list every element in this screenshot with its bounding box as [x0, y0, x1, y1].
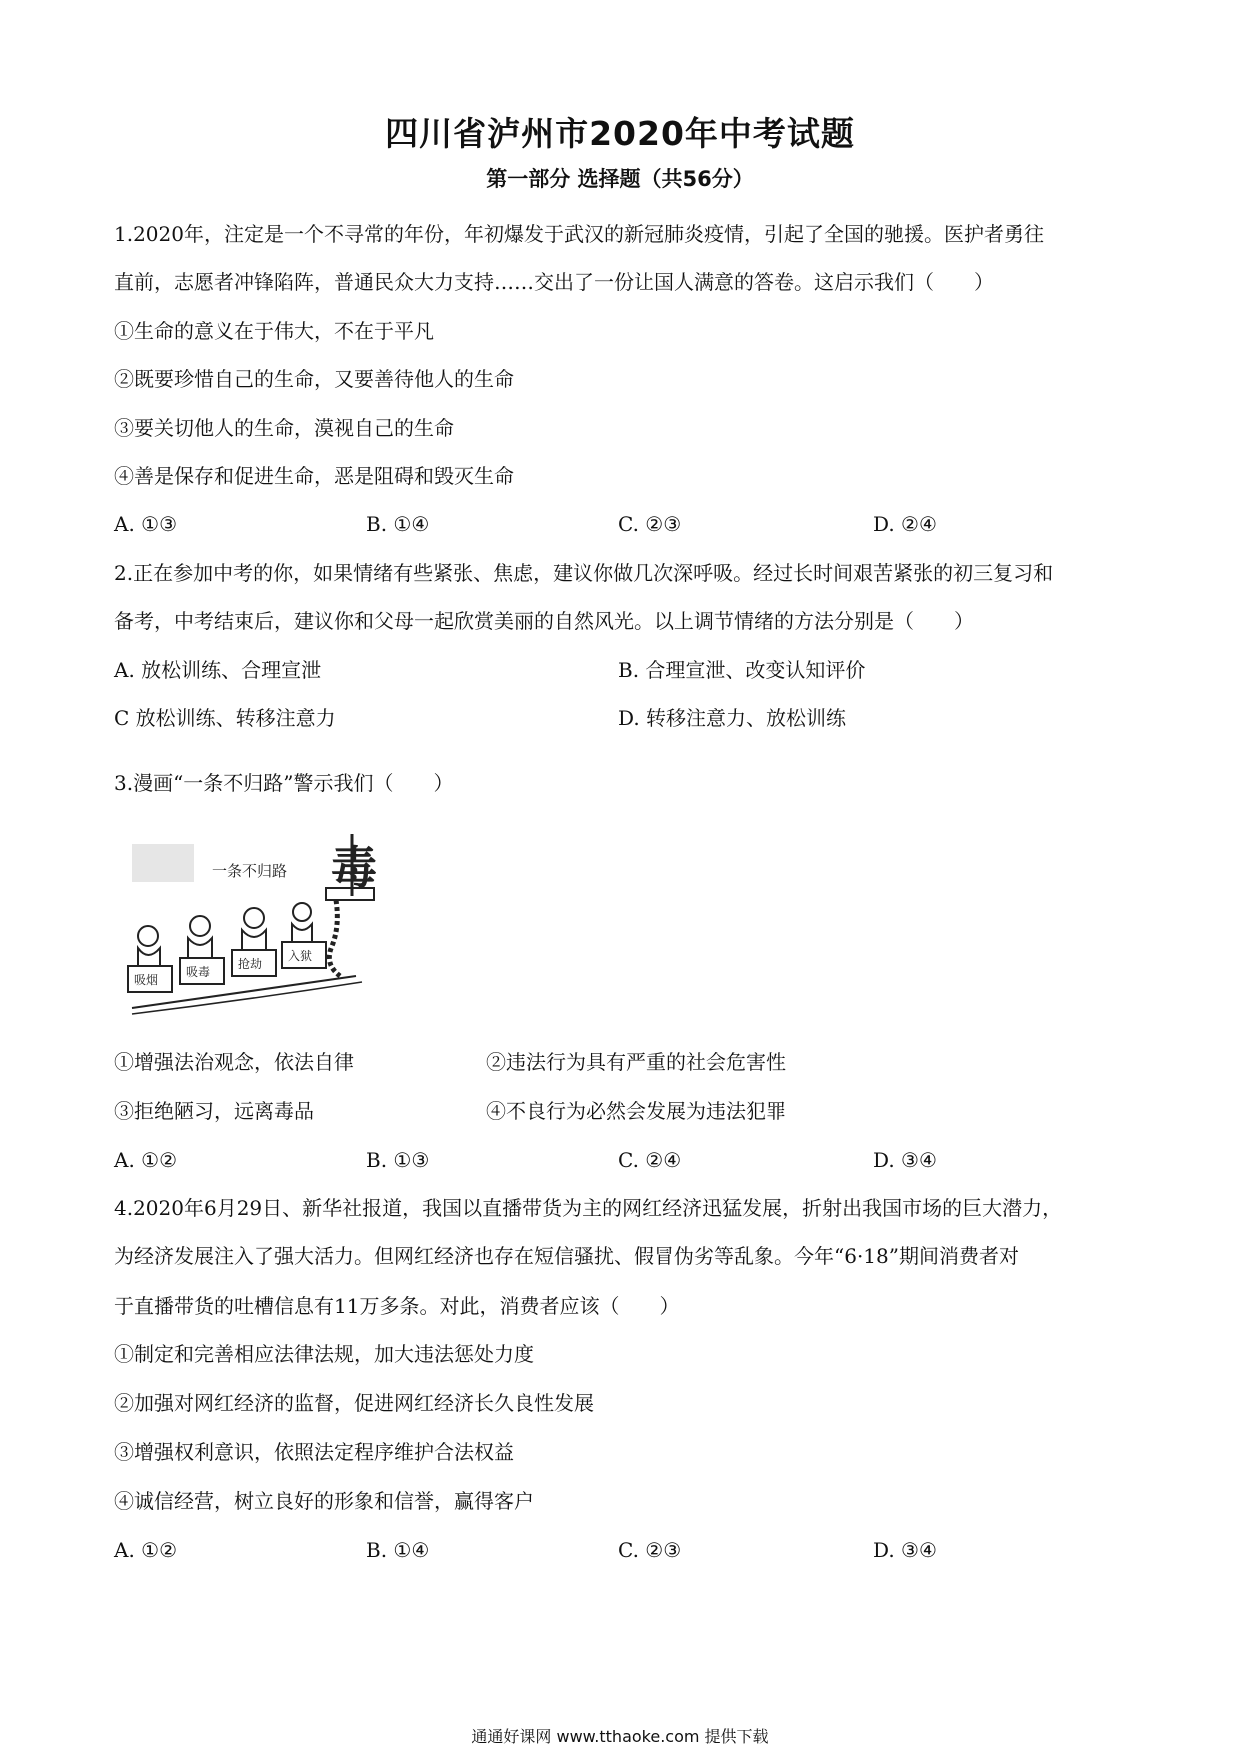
q4-item-1: ①制定和完善相应法律法规，加大违法惩处力度 — [114, 1342, 534, 1366]
q2-option-a: A. 放松训练、合理宣泄 — [114, 658, 322, 682]
q1-item-3: ③要关切他人的生命，漠视自己的生命 — [114, 416, 454, 440]
q1-option-d: D. ②④ — [873, 512, 937, 536]
q3-option-b: B. ①③ — [366, 1148, 430, 1172]
section-heading: 第一部分 选择题（共56分） — [486, 167, 754, 191]
q1-item-1: ①生命的意义在于伟大，不在于平凡 — [114, 319, 434, 343]
page-footer: 通通好课网 www.tthaoke.com 提供下载 — [471, 1727, 769, 1746]
cartoon-box-4: 入狱 — [288, 949, 313, 963]
q1-item-4: ④善是保存和促进生命，恶是阻碍和毁灭生命 — [114, 464, 514, 488]
q2-stem-line-1: 2.正在参加中考的你，如果情绪有些紧张、焦虑，建议你做几次深呼吸。经过长时间艰苦紧张的初三复习和 — [114, 561, 1054, 585]
q4-item-2: ②加强对网红经济的监督，促进网红经济长久良性发展 — [114, 1391, 594, 1415]
q4-option-d: D. ③④ — [873, 1538, 937, 1562]
q4-option-c: C. ②③ — [618, 1538, 682, 1562]
q2-option-d: D. 转移注意力、放松训练 — [618, 706, 847, 730]
page-title: 四川省泸州市2020年中考试题 — [385, 114, 855, 153]
q1-item-2: ②既要珍惜自己的生命，又要善待他人的生命 — [114, 367, 514, 391]
q3-item-2: ②违法行为具有严重的社会危害性 — [486, 1050, 786, 1074]
q4-item-3: ③增强权利意识，依照法定程序维护合法权益 — [114, 1440, 514, 1464]
q4-stem-line-3: 于直播带货的吐槽信息有11万多条。对此，消费者应该（ ） — [114, 1294, 680, 1318]
q3-option-c: C. ②④ — [618, 1148, 682, 1172]
q4-option-b: B. ①④ — [366, 1538, 430, 1562]
cartoon-box-3: 抢劫 — [238, 957, 263, 971]
q2-option-b: B. 合理宣泄、改变认知评价 — [618, 658, 866, 682]
q3-item-4: ④不良行为必然会发展为违法犯罪 — [486, 1099, 786, 1123]
q3-item-3: ③拒绝陋习，远离毒品 — [114, 1099, 314, 1123]
q4-item-4: ④诚信经营，树立良好的形象和信誉，赢得客户 — [114, 1489, 534, 1513]
q2-option-c: C 放松训练、转移注意力 — [114, 706, 336, 730]
q2-stem-line-2: 备考，中考结束后，建议你和父母一起欣赏美丽的自然风光。以上调节情绪的方法分别是（ ） — [114, 609, 974, 633]
q3-option-a: A. ①② — [114, 1148, 178, 1172]
q1-stem-line-2: 直前，志愿者冲锋陷阵，普通民众大力支持……交出了一份让国人满意的答卷。这启示我们（ ） — [114, 270, 994, 294]
cartoon-no-return-road — [126, 826, 386, 1016]
q3-stem: 3.漫画“一条不归路”警示我们（ ） — [114, 771, 454, 795]
q1-option-c: C. ②③ — [618, 512, 682, 536]
q1-option-b: B. ①④ — [366, 512, 430, 536]
q1-stem-line-1: 1.2020年，注定是一个不寻常的年份，年初爆发于武汉的新冠肺炎疫情，引起了全国的驰援。医护者勇往 — [114, 222, 1044, 246]
cartoon-box-1: 吸烟 — [134, 973, 159, 987]
q4-stem-line-1: 4.2020年6月29日、新华社报道，我国以直播带货为主的网红经济迅猛发展，折射出我国市场的巨大潜力， — [114, 1196, 1063, 1220]
q3-option-d: D. ③④ — [873, 1148, 937, 1172]
cartoon-caption: 一条不归路 — [212, 862, 288, 880]
q3-item-1: ①增强法治观念，依法自律 — [114, 1050, 354, 1074]
q1-option-a: A. ①③ — [114, 512, 178, 536]
q4-option-a: A. ①② — [114, 1538, 178, 1562]
cartoon-box-2: 吸毒 — [186, 965, 211, 979]
cartoon-sign: 毒 — [331, 841, 377, 895]
q4-stem-line-2: 为经济发展注入了强大活力。但网红经济也存在短信骚扰、假冒伪劣等乱象。今年“6·18”期间消费者对 — [114, 1244, 1019, 1268]
